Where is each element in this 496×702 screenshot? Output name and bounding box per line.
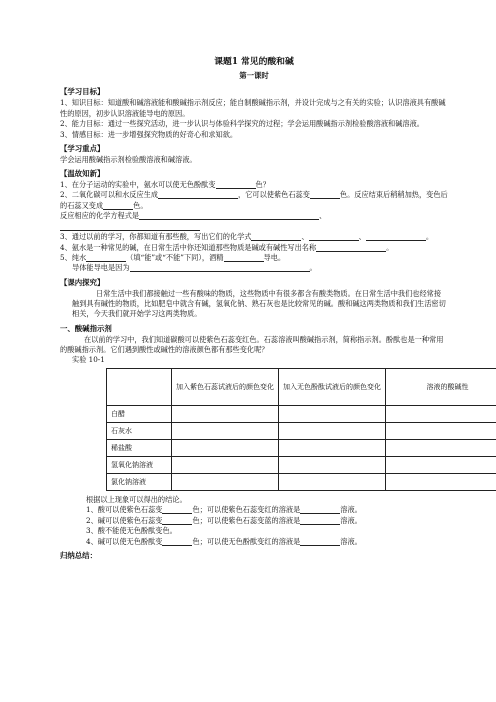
goals-heading: 【学习目标】 [60,87,105,97]
answer-blank[interactable] [139,211,319,220]
review-q3-text: 3、通过以前的学习，你都知道有那些酸，写出它们的化学式 [60,232,252,242]
table-row [107,439,496,456]
conclusion-intro: 根据以上现象可以得出的结论。 [86,494,187,504]
answer-blank[interactable] [162,505,192,514]
table-cell[interactable] [279,439,386,456]
table-header-row [107,368,496,405]
answer-blank[interactable] [300,516,340,525]
conclusion-4-text: 4、碱可以使无色酚酞变 [86,536,163,546]
table-header-cell: 溶液的酸碱性 [386,368,496,405]
answer-blank[interactable] [162,516,192,525]
review-q2-text-b: ，它可以使紫色石蕊变 [238,190,310,200]
goal-item-2: 2、能力目标：通过一些探究活动，进一步认识与体验科学探究的过程；学会运用酸碱指示剂检验酸溶液和碱溶液。 [60,119,424,129]
answer-blank[interactable] [216,180,256,189]
conclusion-2-text-b: 色；可以使紫色石蕊变蓝的溶液是 [192,515,301,525]
review-question-5 [60,253,448,263]
separator: 、 [358,232,366,242]
table-cell[interactable] [172,456,279,473]
table-cell[interactable] [279,473,386,490]
experiment-label: 实验 10-1 [72,355,105,365]
answer-blank[interactable] [366,232,426,241]
answer-blank[interactable] [316,243,386,252]
review-q2-tail: 色。 [133,200,148,210]
conclusion-1 [60,505,448,515]
focus-heading: 【学习重点】 [60,143,105,153]
table-cell[interactable] [279,405,386,422]
table-cell[interactable] [279,422,386,439]
conclusion-2-text: 2、碱可以使紫色石蕊变 [86,515,163,525]
answer-blank[interactable] [103,201,133,210]
review-question-2 [60,190,448,211]
answer-blank[interactable] [60,222,200,231]
table-cell[interactable] [279,456,386,473]
conclusion-4-text-b: 色；可以使无色酚酞变红的溶液是 [192,536,301,546]
table-row [107,456,496,473]
review-q4-text: 4、氨水是一种常见的碱，在日常生活中你还知道那些物质是碱或有碱性写出名称 [60,242,317,252]
table-header-cell: 加入无色酚酞试液后的颜色变化 [279,368,386,405]
table-row-label: 白醋 [107,405,172,422]
summary-heading: 归纳总结： [60,551,97,561]
explore-text: 日常生活中我们都接触过一些有酸味的物质，这些物质中有很多都含有酸类物质。在日常生活中我们也经常接触到具有碱性的物质，比如肥皂中就含有碱，氢氧化钠、熟石灰也是比较常见的碱。酸和碱这两类物质和我们生活密切相关，今天我们就开始学习这两类物质。 [72,288,446,319]
separator: 、 [301,232,309,242]
explore-heading: 【课内探究】 [60,277,105,287]
answer-blank[interactable] [300,505,340,514]
answer-blank[interactable] [130,263,310,272]
page-subtitle: 第一课时 [239,70,269,80]
conclusion-2 [60,516,448,526]
table-cell[interactable] [172,405,279,422]
table-cell[interactable] [386,439,496,456]
review-heading: 【温故知新】 [60,169,105,179]
table-row-label: 氢氧化钠溶液 [107,456,172,473]
focus-text: 学会运用酸碱指示剂检验酸溶液和碱溶液。 [60,154,197,164]
page-title: 课题1 常见的酸和碱 [214,57,294,67]
table-cell[interactable] [172,473,279,490]
conclusion-1-tail: 溶液。 [340,505,362,515]
review-q1-text: 1、在分子运动的实验中，氨水可以使无色酚酞变 [60,179,216,189]
review-q5-tail: 导电。 [263,252,286,262]
goal-item-1: 1、知识目标：知道酸和碱溶液能和酸碱指示剂反应；能自制酸碱指示剂，并设计完成与之有关的实验；认识溶液具有酸碱性的原因，初步认识溶液能导电的原因。 [60,98,446,118]
conclusion-1-text-b: 色；可以使紫色石蕊变红的溶液是 [192,505,301,515]
review-q2-text-c: 色。反应结束后稍稍加热，变色后的石蕊又变成 [60,190,448,210]
conclusion-4 [60,537,448,547]
table-row-label: 氯化钠溶液 [107,473,172,490]
table-cell[interactable] [386,405,496,422]
table-header-cell [107,368,172,405]
conclusion-2-tail: 溶液。 [340,515,362,525]
answer-blank[interactable] [158,190,238,199]
review-question-1 [60,180,448,190]
review-q2b-text: 反应相应的化学方程式是 [60,211,140,221]
answer-blank[interactable] [251,232,301,241]
review-q5b-text: 导体能导电是因为 [72,263,130,273]
table-row [107,422,496,439]
review-q5-text: 5、纯水 [60,252,87,262]
section1-heading: 一、酸碱指示剂 [60,323,112,333]
period: 。 [386,242,394,252]
table-cell[interactable] [172,422,279,439]
answer-blank[interactable] [162,537,192,546]
period: 。 [309,263,317,273]
table-row [107,405,496,422]
table-cell[interactable] [386,422,496,439]
answer-blank[interactable] [310,190,340,199]
conclusion-1-text: 1、酸可以使紫色石蕊变 [86,505,163,515]
table-row-label: 稀盐酸 [107,439,172,456]
review-question-3 [60,232,448,242]
goal-item-3: 3、情感目标：进一步增强探究物质的好奇心和求知欲。 [60,129,238,139]
conclusion-4-tail: 溶液。 [340,536,362,546]
period: 。 [425,232,434,242]
table-row [107,473,496,490]
table-header-cell: 加入紫色石蕊试液后的颜色变化 [172,368,279,405]
experiment-table [106,368,496,491]
answer-blank[interactable] [86,253,126,262]
table-cell[interactable] [172,439,279,456]
review-question-2b: 反应相应的化学方程式是 、 [60,211,448,232]
review-question-5b [60,263,448,273]
review-q1-tail: 色？ [255,179,270,189]
table-cell[interactable] [386,473,496,490]
review-q2-text: 2、二氧化碳可以和水反应生成 [60,190,159,200]
answer-blank[interactable] [224,253,264,262]
review-q5-text-b: （填“能”或“不能”下同），酒精 [126,252,224,262]
conclusion-3: 3、酸不能使无色酚酞变色。 [86,526,177,536]
table-row-label: 石灰水 [107,422,172,439]
answer-blank[interactable] [309,232,359,241]
table-cell[interactable] [386,456,496,473]
answer-blank[interactable] [300,537,340,546]
section1-text: 在以前的学习中，我们知道碳酸可以使紫色石蕊变红色。石蕊溶液叫酸碱指示剂，简称指示剂。酚酞也是一种常用的酸碱指示剂。它们遇到酸性或碱性的溶液颜色都有那些变化呢？ [60,334,444,355]
review-question-4 [60,243,448,253]
